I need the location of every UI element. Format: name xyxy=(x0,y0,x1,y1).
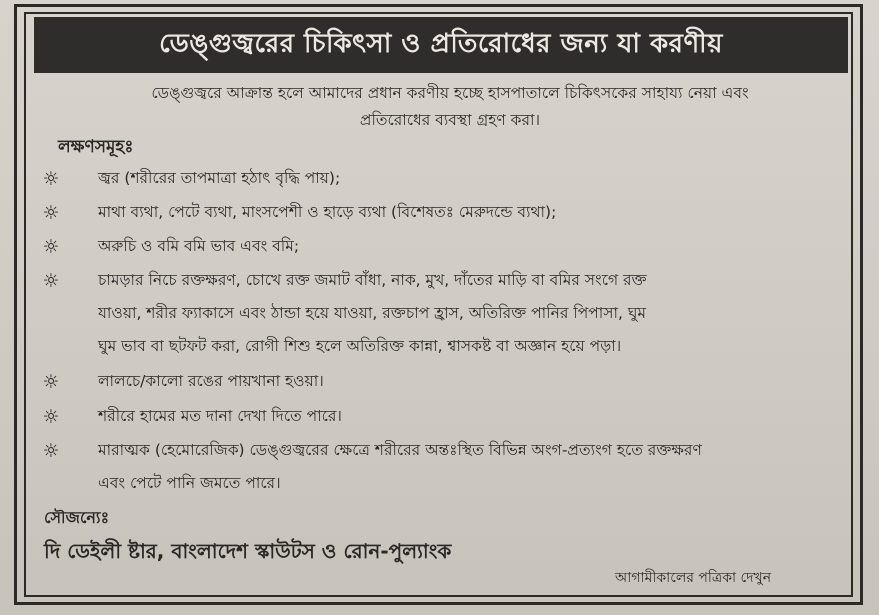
intro-paragraph xyxy=(70,80,830,134)
symptom-text: এবং পেটে পানি জমতে পারে। xyxy=(98,474,281,492)
sun-bullet-icon: ☼ xyxy=(42,440,60,462)
symptom-text: মারাত্মক (হেমোরেজিক) ডেঙ্গুজ্বরের ক্ষেত্রে শরীরের অন্তঃস্থিত বিভিন্ন অংগ-প্রত্যংগ হতে রক্তক্ষরণ xyxy=(98,441,702,459)
symptom-text: শরীরে হামের মত দানা দেখা দিতে পারে। xyxy=(98,407,342,425)
footer-note: আগামীকালের পত্রিকা দেখুন xyxy=(615,570,772,586)
symptom-text: লালচে/কালো রঙের পায়খানা হওয়া। xyxy=(98,372,324,390)
symptom-text: যাওয়া, শরীর ফ্যাকাসে এবং ঠান্ডা হয়ে যাওয়া, রক্তচাপ হ্রাস, অতিরিক্ত পানির পিপাসা, ঘুম xyxy=(98,304,647,322)
title-banner xyxy=(34,17,848,73)
sun-bullet-icon: ☼ xyxy=(42,168,60,190)
intro-line-1: ডেঙ্গুজ্বরে আক্রান্ত হলে আমাদের প্রধান করণীয় হচ্ছে হাসপাতালে চিকিৎসকের সাহায্য নেয়া এবং xyxy=(151,84,749,102)
sponsors-line: দি ডেইলী ষ্টার, বাংলাদেশ স্কাউটস ও রোন-পুল্যাংক xyxy=(44,539,452,563)
symptom-text: অরুচি ও বমি বমি ভাব এবং বমি; xyxy=(98,237,300,255)
intro-line-2: প্রতিরোধের ব্যবস্থা গ্রহণ করা। xyxy=(359,111,541,129)
sun-bullet-icon: ☼ xyxy=(42,236,60,258)
symptom-text: ঘুম ভাব বা ছটফট করা, রোগী শিশু হলে অতিরিক্ত কান্না, শ্বাসকষ্ট বা অজ্ঞান হয়ে পড়া। xyxy=(98,337,622,355)
symptom-text: জ্বর (শরীরের তাপমাত্রা হঠাৎ বৃদ্ধি পায়); xyxy=(98,169,341,187)
symptom-text: চামড়ার নিচে রক্তক্ষরণ, চোখে রক্ত জমাট বাঁধা, নাক, মুখ, দাঁতের মাড়ি বা বমির সংগে রক্ত xyxy=(98,271,647,289)
sun-bullet-icon: ☼ xyxy=(42,202,60,224)
sun-bullet-icon: ☼ xyxy=(42,371,60,393)
symptoms-heading: লক্ষণসমূহঃ xyxy=(58,137,134,157)
page-title: ডেঙ্গুজ্বরের চিকিৎসা ও প্রতিরোধের জন্য যা করণীয় xyxy=(159,29,723,59)
sun-bullet-icon: ☼ xyxy=(42,406,60,428)
symptom-text: মাথা ব্যথা, পেটে ব্যথা, মাংসপেশী ও হাড়ে ব্যথা (বিশেষতঃ মেরুদন্ডে ব্যথা); xyxy=(98,203,557,221)
sun-bullet-icon: ☼ xyxy=(42,270,60,292)
courtesy-label: সৌজন্যেঃ xyxy=(44,508,110,527)
